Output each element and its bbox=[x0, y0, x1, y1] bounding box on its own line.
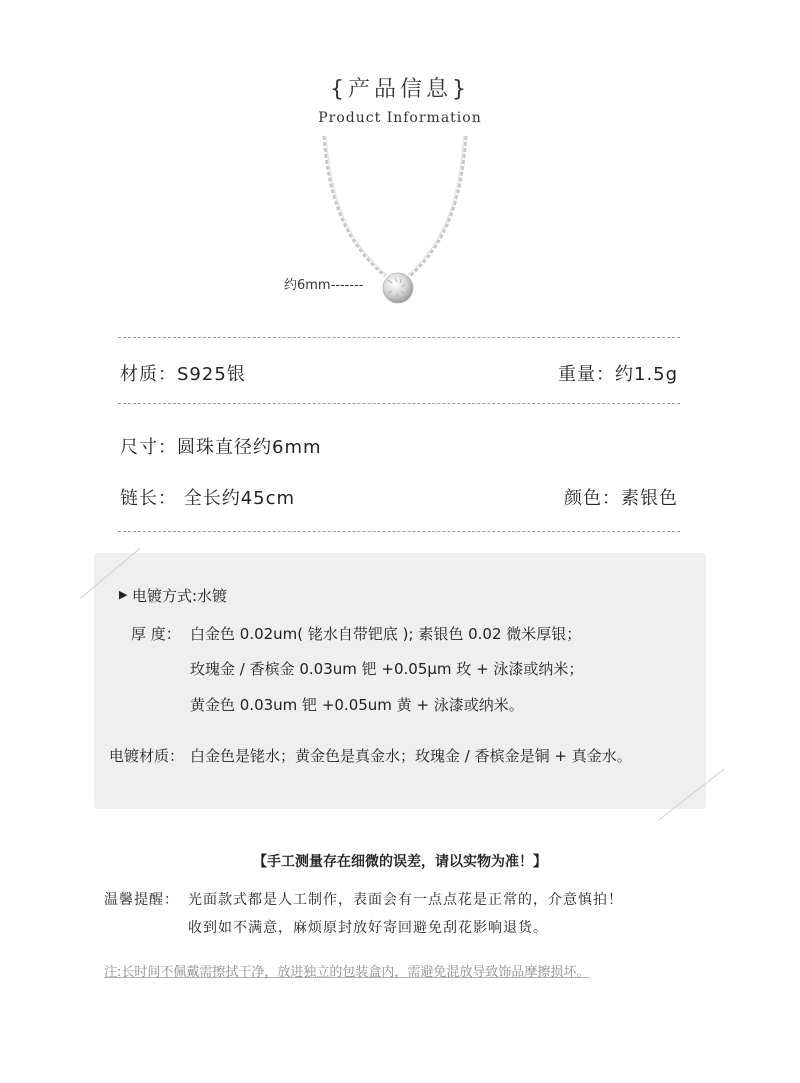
divider bbox=[118, 403, 680, 404]
handmade-note: 【手工测量存在细微的误差，请以实物为准！】 bbox=[253, 854, 547, 870]
plating-method: 电镀方式:水镀 bbox=[132, 587, 228, 605]
divider bbox=[118, 337, 680, 338]
plating-material-text: 白金色是铑水；黄金色是真金水；玫瑰金 / 香槟金是铜 + 真金水。 bbox=[190, 747, 632, 765]
reminder-line: 收到如不满意，麻烦原封放好寄回避免刮花影响退货。 bbox=[188, 920, 548, 936]
ball-pendant bbox=[383, 273, 413, 303]
page-subtitle: Product Information bbox=[318, 110, 482, 126]
chain-left bbox=[324, 136, 385, 276]
spec-color: 颜色：素银色 bbox=[564, 488, 678, 509]
thickness-label: 厚 度： bbox=[131, 625, 181, 643]
spec-weight: 重量：约1.5g bbox=[558, 364, 679, 385]
chain-right bbox=[410, 136, 466, 276]
page-title: {产品信息} bbox=[330, 77, 470, 102]
spec-chain-length: 链长： 全长约45cm bbox=[120, 488, 296, 509]
reminder-line: 光面款式都是人工制作，表面会有一点点花是正常的，介意慎拍！ bbox=[188, 892, 623, 908]
reminder-label: 温馨提醒： bbox=[104, 892, 179, 908]
thickness-line: 白金色 0.02um( 铑水自带钯底 ); 素银色 0.02 微米厚银； bbox=[190, 625, 582, 643]
divider bbox=[118, 531, 680, 532]
thickness-line: 玫瑰金 / 香槟金 0.03um 钯 +0.05μm 玫 + 泳漆或纳米； bbox=[190, 660, 584, 678]
thickness-line: 黄金色 0.03um 钯 +0.05um 黄 + 泳漆或纳米。 bbox=[190, 696, 524, 714]
spec-material: 材质：S925银 bbox=[120, 364, 246, 385]
triangle-right-icon: ▶ bbox=[119, 588, 128, 601]
plating-material-label: 电镀材质： bbox=[109, 747, 185, 765]
pendant-size-label: 约6mm------- bbox=[284, 278, 364, 293]
spec-size: 尺寸：圆珠直径约6mm bbox=[120, 437, 322, 458]
care-note: 注:长时间不佩戴需擦拭干净，放进独立的包装盒内，需避免混放导致饰品摩擦损坏。 bbox=[104, 965, 590, 980]
